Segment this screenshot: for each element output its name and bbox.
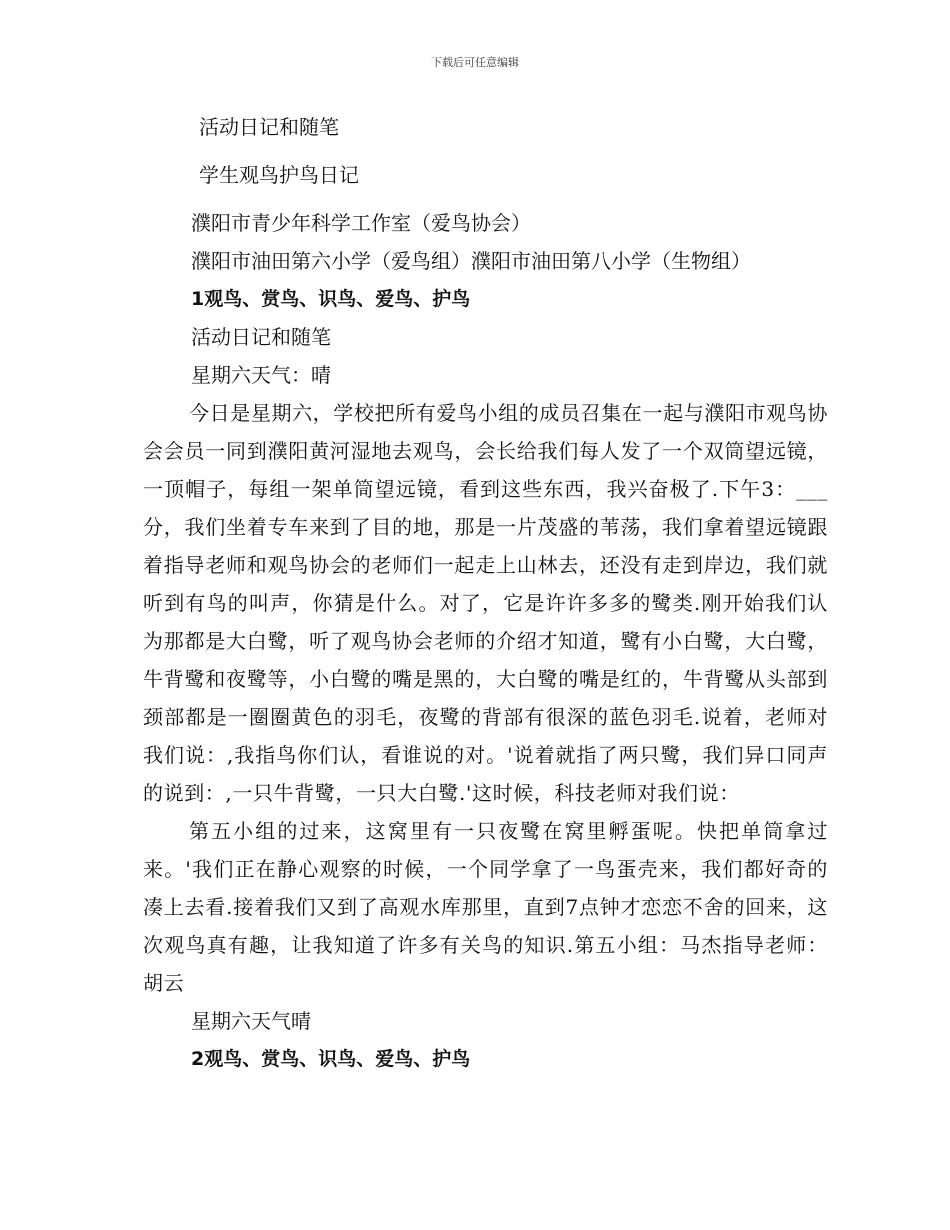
- document-subtitle: 学生观鸟护鸟日记: [199, 163, 359, 187]
- section-1-heading: 1观鸟、赏鸟、识鸟、爱鸟、护鸟: [191, 288, 471, 310]
- section-1-subtitle: 活动日记和随笔: [191, 325, 331, 349]
- section-2-weather: 星期六天气晴: [191, 1009, 311, 1033]
- diary-paragraph-1: 今日是星期六，学校把所有爱鸟小组的成员召集在一起与濮阳市观鸟协会会员一同到濮阳黄河湿地去观鸟，会长给我们每人发了一个双筒望远镜，一顶帽子，每组一架单筒望远镜，看到这些东西，我兴奋极了.下午3：___分，我们坐着专车来到了目的地，那是一片茂盛的苇荡，我们拿着望远镜跟着指导老师和观鸟协会的老师们一起走上山林去，还没有走到岸边，我们就听到有鸟的叫声，你猜是什么。对了，它是许许多多的鹭类.刚开始我们认为那都是大白鹭，听了观鸟协会老师的介绍才知道，鹭有小白鹭，大白鹭，牛背鹭和夜鹭等，小白鹭的嘴是黑的，大白鹭的嘴是红的，牛背鹭从头部到颈部都是一圈圈黄色的羽毛，夜鹭的背部有很深的蓝色羽毛.说着，老师对我们说：,我指鸟你们认，看谁说的对。'说着就指了两只鹭，我们异口同声的说到：,一只牛背鹭，一只大白鹭.'这时候，科技老师对我们说：: [143, 401, 828, 805]
- document-body: [143, 108, 828, 1078]
- organization-line-2: 濮阳市油田第六小学（爱鸟组）濮阳市油田第八小学（生物组）: [191, 249, 751, 273]
- organization-line-1: 濮阳市青少年科学工作室（爱鸟协会）: [191, 211, 531, 235]
- diary-paragraph-2: 第五小组的过来，这窝里有一只夜鹭在窝里孵蛋呢。快把单筒拿过来。'我们正在静心观察的时候，一个同学拿了一鸟蛋壳来，我们都好奇的凑上去看.接着我们又到了高观水库那里，直到7点钟才恋恋不舍的回来，这次观鸟真有趣，让我知道了许多有关鸟的知识.第五小组：马杰指导老师：胡云: [143, 819, 828, 995]
- section-2-heading: 2观鸟、赏鸟、识鸟、爱鸟、护鸟: [191, 1048, 471, 1070]
- section-1-weather: 星期六天气：晴: [191, 363, 331, 387]
- header-note: 下载后可任意编辑: [431, 56, 519, 69]
- document-title: 活动日记和随笔: [199, 115, 339, 139]
